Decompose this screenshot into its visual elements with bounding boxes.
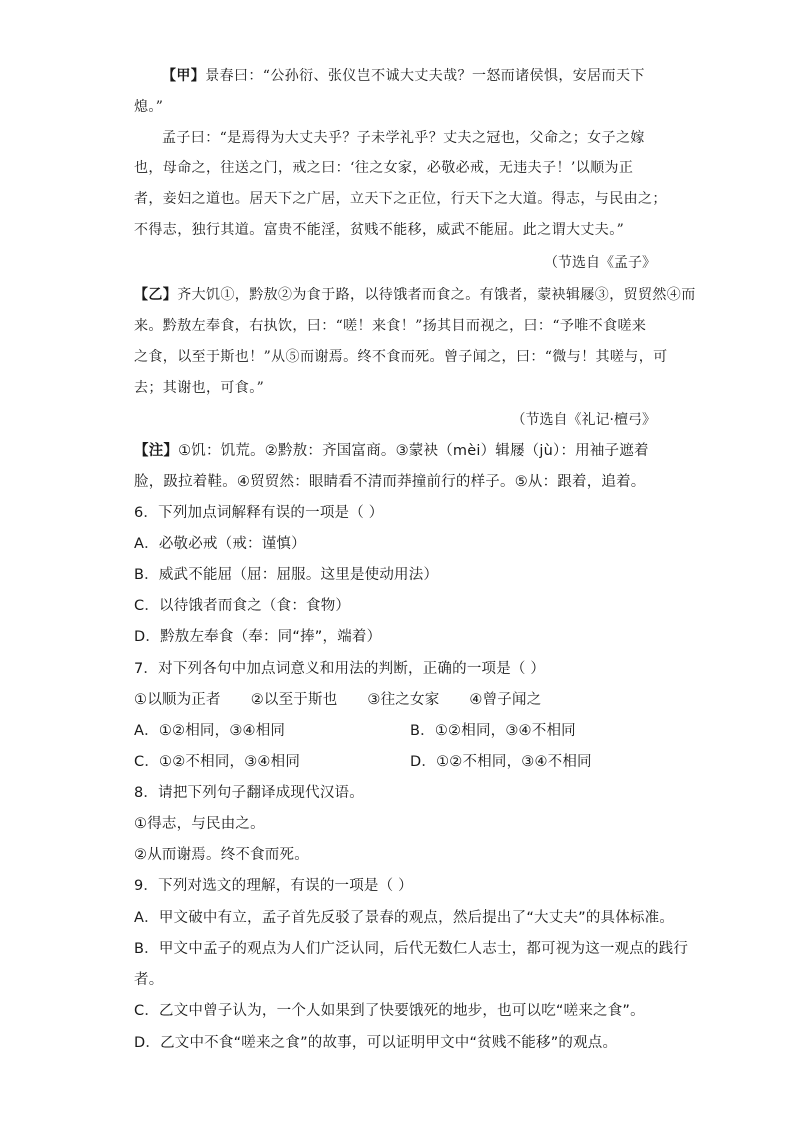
question-8-stem: 8．请把下列句子翻译成现代汉语。	[134, 785, 364, 801]
question-9-option-b: B．甲文中孟子的观点为人们广泛认同，后代无数仁人志士，都可视为这一观点的践行	[134, 941, 689, 957]
passage-jia-line-4: 也，母命之，往送之门，戒之曰：‘往之女家，必敬必戒，无违夫子！’以顺为正	[134, 160, 634, 176]
passage-yi-label: 【乙】	[134, 287, 178, 303]
notes-line-2: 脸，趿拉着鞋。④贸贸然：眼睛看不清而莽撞前行的样子。⑤从：跟着，追着。	[134, 474, 646, 490]
passage-yi-line-2: 来。黔敖左奉食，右执饮，曰：“嗟！来食！”扬其目而视之，曰：“予唯不食嗟来	[134, 318, 647, 334]
question-8-item-2: ②从而谢焉。终不食而死。	[134, 847, 309, 863]
question-7-stem: 7．对下列各句中加点词意义和用法的判断，正确的一项是（ ）	[134, 661, 546, 677]
question-6-option-d: D．黔敖左奉食（奉：同“捧”，端着）	[134, 629, 382, 645]
question-6-option-b: B．威武不能屈（屈：屈服。这里是使动用法）	[134, 567, 439, 583]
question-7-option-a: A．①②相同，③④相同	[134, 723, 286, 739]
question-7-option-c: C．①②不相同，③④相同	[134, 754, 301, 770]
question-7-item-3: ③往之女家	[367, 692, 440, 708]
passage-jia-line-1: 【甲】景春曰：“公孙衍、张仪岂不诚大丈夫哉？一怒而诸侯惧，安居而天下	[162, 68, 645, 84]
passage-yi-line-4: 去；其谢也，可食。”	[134, 380, 265, 396]
notes-line-1: 【注】①饥：饥荒。②黔敖：齐国富商。③蒙袂（mèi）辑屦（jù）：用袖子遮着	[134, 443, 649, 459]
question-9-option-a: A．甲文破中有立，孟子首先反驳了景春的观点，然后提出了“大丈夫”的具体标准。	[134, 910, 675, 926]
question-7-item-2: ②以至于斯也	[250, 692, 338, 708]
question-6-option-c: C．以待饿者而食之（食：食物）	[134, 598, 351, 614]
question-9-stem: 9．下列对选文的理解，有误的一项是（ ）	[134, 878, 413, 894]
passage-jia-line-6: 不得志，独行其道。富贵不能淫，贫贱不能移，威武不能屈。此之谓大丈夫。”	[134, 222, 625, 238]
passage-jia-label: 【甲】	[162, 68, 206, 84]
question-6-option-a: A．必敬必戒（戒：谨慎）	[134, 536, 306, 552]
passage-yi-line-1: 【乙】齐大饥①，黔敖②为食于路，以待饿者而食之。有饿者，蒙袂辑屦③，贸贸然④而	[134, 287, 696, 303]
passage-jia-line-5: 者，妾妇之道也。居天下之广居，立天下之正位，行天下之大道。得志，与民由之；	[134, 191, 667, 207]
passage-yi-source: （节选自《礼记·檀弓》	[511, 412, 656, 428]
passage-jia-line-2: 熄。”	[134, 99, 164, 115]
passage-jia-source: （节选自《孟子》	[544, 255, 656, 271]
question-6-stem: 6．下列加点词解释有误的一项是（ ）	[134, 505, 384, 521]
question-9-option-d: D．乙文中不食“嗟来之食”的故事，可以证明甲文中“贫贱不能移”的观点。	[134, 1035, 618, 1051]
question-7-row-1	[134, 721, 664, 741]
question-7-items	[134, 690, 664, 710]
question-8-item-1: ①得志，与民由之。	[134, 816, 265, 832]
passage-yi-line-3: 之食，以至于斯也！”从⑤而谢焉。终不食而死。曾子闻之，曰：“微与！其嗟与，可	[134, 349, 668, 365]
question-7-item-4: ④曾子闻之	[469, 692, 542, 708]
passage-jia-line-3: 孟子曰：“是焉得为大丈夫乎？子未学礼乎？丈夫之冠也，父命之；女子之嫁	[162, 130, 645, 146]
question-7-item-1: ①以顺为正者	[134, 692, 221, 708]
notes-label: 【注】	[134, 443, 179, 459]
question-9-option-b-cont: 者。	[134, 972, 164, 988]
question-7-option-d: D．①②不相同，③④不相同	[410, 754, 592, 770]
question-9-option-c: C．乙文中曾子认为，一个人如果到了快要饿死的地步，也可以吃“嗟来之食”。	[134, 1003, 645, 1019]
question-7-row-2	[134, 752, 664, 772]
question-7-option-b: B．①②相同，③④不相同	[410, 723, 576, 739]
